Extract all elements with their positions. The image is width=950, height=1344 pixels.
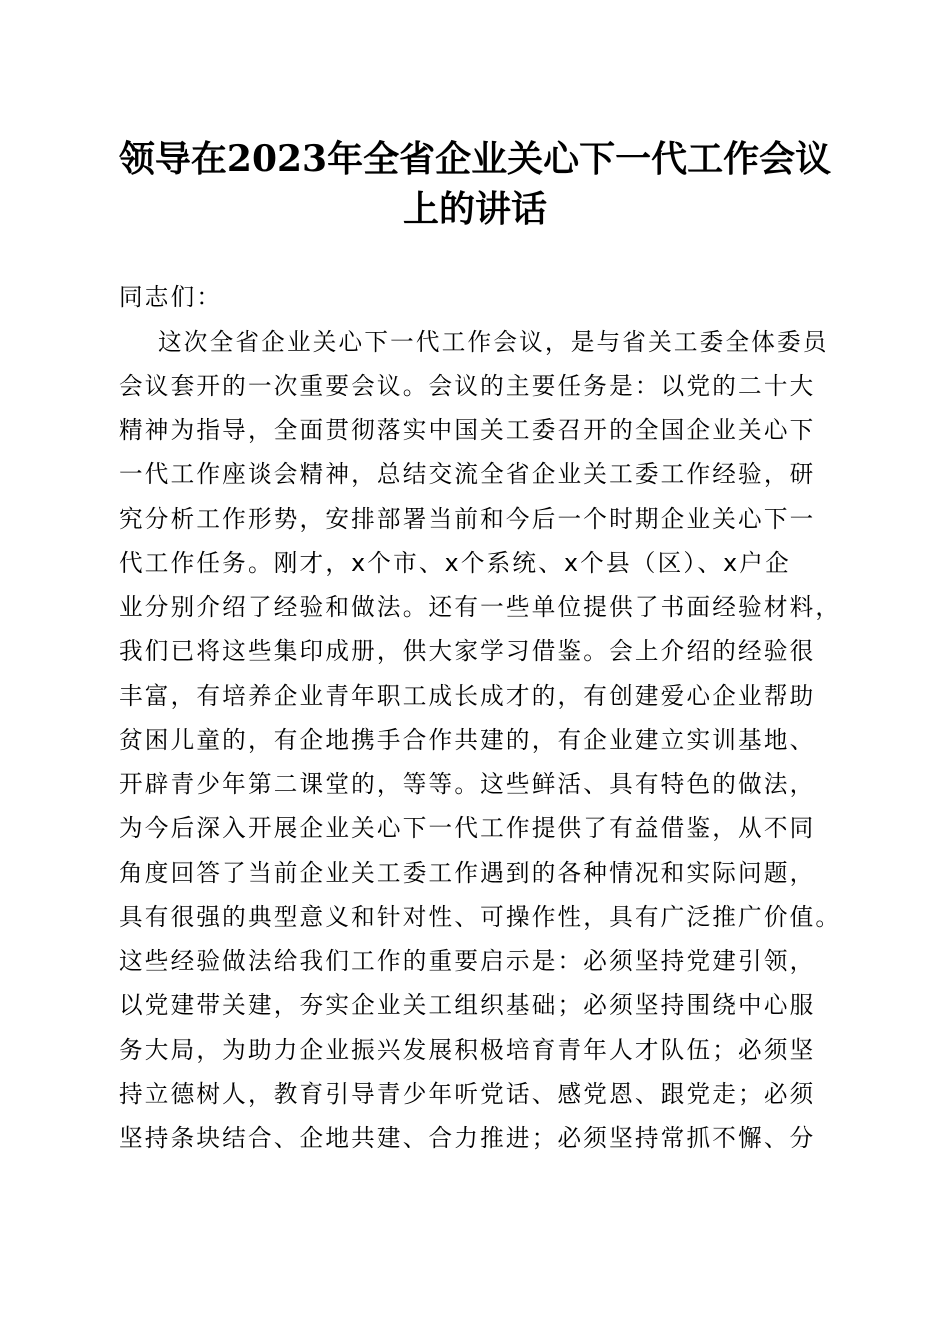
paragraph-line: 业分别介绍了经验和做法。还有一些单位提供了书面经验材料， (119, 593, 842, 621)
paragraph-line: 这次全省企业关心下一代工作会议，是与省关工委全体委员 (158, 328, 829, 356)
document-title-line-1: 领导在2023年全省企业关心下一代工作会议 (118, 138, 832, 180)
paragraph-line: 贫困儿童的，有企地携手合作共建的，有企业建立实训基地、 (119, 726, 816, 754)
paragraph-line: 以党建带关建，夯实企业关工组织基础；必须坚持围绕中心服 (119, 991, 816, 1019)
paragraph-line: 务大局，为助力企业振兴发展积极培育青年人才队伍；必须坚 (119, 1036, 816, 1064)
paragraph-line: 会议套开的一次重要会议。会议的主要任务是：以党的二十大 (119, 372, 816, 400)
paragraph-line: 坚持条块结合、企地共建、合力推进；必须坚持常抓不懈、分 (119, 1124, 816, 1152)
paragraph-line: 开辟青少年第二课堂的，等等。这些鲜活、具有特色的做法， (119, 770, 816, 798)
paragraph-line: 为今后深入开展企业关心下一代工作提供了有益借鉴，从不同 (119, 814, 816, 842)
paragraph-line: 角度回答了当前企业关工委工作遇到的各种情况和实际问题， (119, 859, 816, 887)
salutation: 同志们： (119, 283, 223, 311)
paragraph-line: 究分析工作形势，安排部署当前和今后一个时期企业关心下一 (119, 505, 816, 533)
paragraph-line: 一代工作座谈会精神，总结交流全省企业关工委工作经验，研 (119, 460, 816, 488)
paragraph-line: 精神为指导，全面贯彻落实中国关工委召开的全国企业关心下 (119, 416, 816, 444)
paragraph-line: 代工作任务。刚才，x个市、x个系统、x个县（区）、x户企 (119, 549, 791, 577)
paragraph-line: 丰富，有培养企业青年职工成长成才的，有创建爱心企业帮助 (119, 682, 816, 710)
paragraph-line: 这些经验做法给我们工作的重要启示是：必须坚持党建引领， (119, 947, 816, 975)
paragraph-line: 持立德树人，教育引导青少年听党话、感党恩、跟党走；必须 (119, 1080, 816, 1108)
paragraph-line: 具有很强的典型意义和针对性、可操作性，具有广泛推广价值。 (119, 903, 842, 931)
paragraph-line: 我们已将这些集印成册，供大家学习借鉴。会上介绍的经验很 (119, 637, 816, 665)
document-title-line-2: 上的讲话 (402, 188, 547, 230)
